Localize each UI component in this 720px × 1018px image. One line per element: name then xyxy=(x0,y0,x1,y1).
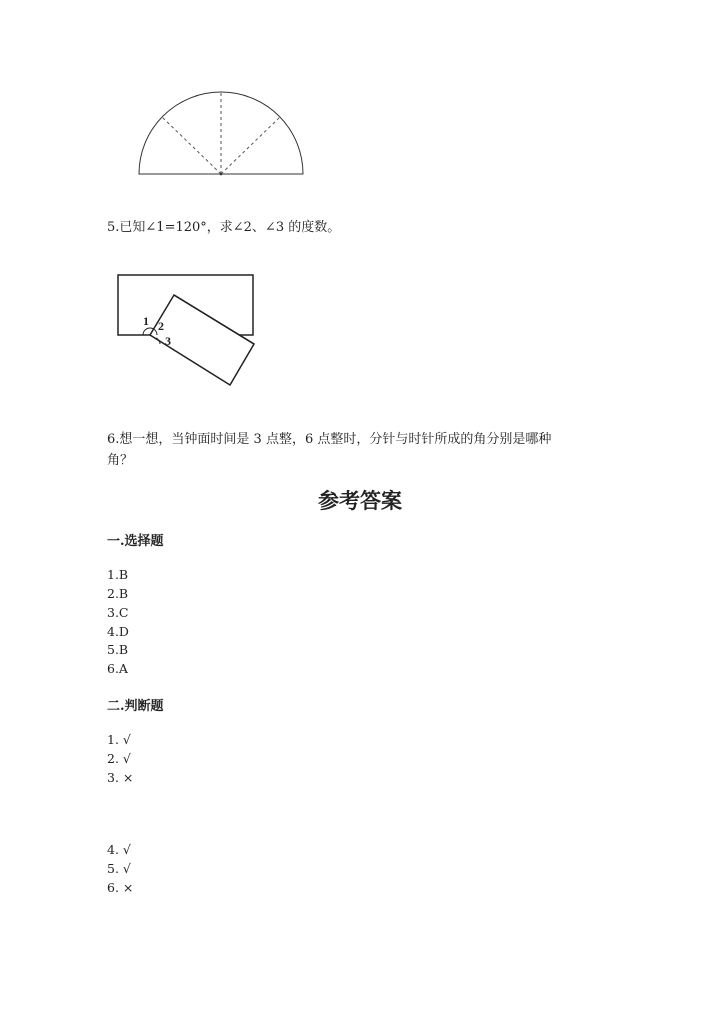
list-item: 1.B xyxy=(107,567,129,582)
rectangles-figure xyxy=(0,260,720,420)
list-item: 2. √ xyxy=(107,751,131,766)
list-item: 5.B xyxy=(107,642,129,657)
center-point xyxy=(220,173,223,176)
question-5: 5.已知∠1=120°，求∠2、∠3 的度数。 xyxy=(107,220,341,235)
list-item: 4.D xyxy=(107,624,129,639)
list-item: 1. √ xyxy=(107,732,131,747)
dashed-ray-right xyxy=(221,117,280,174)
list-item: 5. √ xyxy=(107,861,131,876)
list-item: 6. × xyxy=(107,880,134,895)
angle-label-2: 2 xyxy=(158,319,164,333)
list-item: 3. × xyxy=(107,770,134,785)
section-2-heading: 二.判断题 xyxy=(107,699,164,714)
question-6-line1: 6.想一想，当钟面时间是 3 点整，6 点整时，分针与时针所成的角分别是哪种 xyxy=(107,432,552,447)
answers-title: 参考答案 xyxy=(318,488,402,513)
semicircle-figure xyxy=(0,0,720,200)
question-6-line2: 角？ xyxy=(107,453,134,468)
dashed-ray-left xyxy=(162,117,221,174)
section-1-heading: 一.选择题 xyxy=(107,534,164,549)
list-item: 2.B xyxy=(107,586,129,601)
list-item: 6.A xyxy=(107,661,128,676)
angle-label-3: 3 xyxy=(165,334,171,348)
angle-label-1: 1 xyxy=(143,314,149,328)
list-item: 4. √ xyxy=(107,842,131,857)
list-item: 3.C xyxy=(107,605,129,620)
